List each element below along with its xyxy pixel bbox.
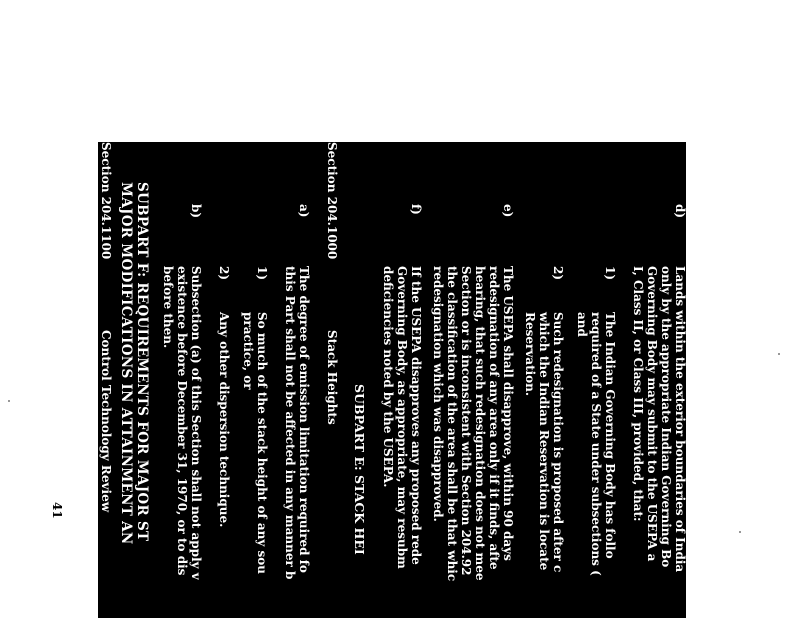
- paragraph-e-line: hearing, that such redesignation does not mee: [473, 266, 487, 581]
- item-label-d: d): [673, 204, 687, 219]
- paragraph-e-line: The USEPA shall disapprove, within 90 days: [501, 266, 515, 561]
- subpart-f-heading: MAJOR MODIFICATIONS IN ATTAINMENT AN: [118, 182, 134, 545]
- paragraph-b-line: Subsection (a) of this Section shall not apply v: [189, 266, 203, 580]
- paragraph-f-line: If the USEPA disapproves any proposed rede: [409, 266, 423, 565]
- paragraph-b-line: before then.: [161, 266, 175, 349]
- paragraph-d-line: Lands within the exterior boundaries of India: [673, 266, 687, 573]
- section-number: Section 204.1100: [99, 142, 113, 260]
- paragraph-d1-line: and: [575, 312, 589, 337]
- section-title: Control Technology Review: [99, 330, 113, 513]
- paragraph-d-line: only by the appropriate Indian Governing Bo: [659, 266, 673, 568]
- section-title: Stack Heights: [325, 330, 339, 425]
- item-label-a2: 2): [217, 266, 231, 281]
- paragraph-d1-line: required of a State under subsections (: [589, 312, 603, 576]
- paragraph-d2-line: Reservation.: [523, 312, 537, 397]
- section-number: Section 204.1000: [325, 142, 339, 260]
- scan-speck: [778, 353, 780, 355]
- subpart-e-heading: SUBPART E: STACK HEI: [352, 384, 367, 555]
- paragraph-a2-line: Any other dispersion technique.: [217, 312, 231, 528]
- paragraph-d2-line: Such redesignation is proposed after c: [551, 312, 565, 573]
- paragraph-a1-line: So much of the stack height of any sou: [255, 312, 269, 575]
- paragraph-a1-line: practice, or: [241, 312, 255, 390]
- item-label-a: a): [297, 204, 311, 218]
- item-label-d1: 1): [603, 266, 617, 281]
- page-number: 41: [50, 502, 64, 519]
- paragraph-d-line: I, Class II, or Class III, provided, that:: [631, 266, 645, 522]
- paragraph-f-line: deficiencies noted by the USEPA.: [381, 266, 395, 488]
- paragraph-d2-line: which the Indian Reservation is locate: [537, 312, 551, 571]
- item-label-d2: 2): [551, 266, 565, 281]
- item-label-a1: 1): [255, 266, 269, 281]
- scan-speck: [8, 400, 10, 402]
- paragraph-e-line: the classification of the area shall be that whic: [445, 266, 459, 582]
- paragraph-e-line: redesignation of any area only if it finds, afte: [487, 266, 501, 570]
- paragraph-d1-line: The Indian Governing Body has follo: [603, 312, 617, 559]
- paragraph-a-line: this Part shall not be affected in any manner b: [283, 266, 297, 580]
- item-label-e: e): [501, 204, 515, 218]
- scan-speck: [739, 531, 741, 533]
- paragraph-d-line: Governing Body may submit to the USEPA a: [645, 266, 659, 562]
- paragraph-b-line: existence before December 31, 1970, or to dis: [175, 266, 189, 576]
- subpart-f-heading: SUBPART F: REQUIREMENTS FOR MAJOR ST: [134, 182, 150, 542]
- item-label-b: b): [189, 204, 203, 219]
- paragraph-e-line: redesignation which was disapproved.: [431, 266, 445, 522]
- paragraph-e-line: Section or is inconsistent with Section 204.92: [459, 266, 473, 576]
- paragraph-f-line: Governing Body, as appropriate, may resubm: [395, 266, 409, 569]
- rotated-document-text: [98, 142, 686, 618]
- item-label-f: f): [409, 204, 423, 215]
- paragraph-a-line: The degree of emission limitation required fo: [297, 266, 311, 573]
